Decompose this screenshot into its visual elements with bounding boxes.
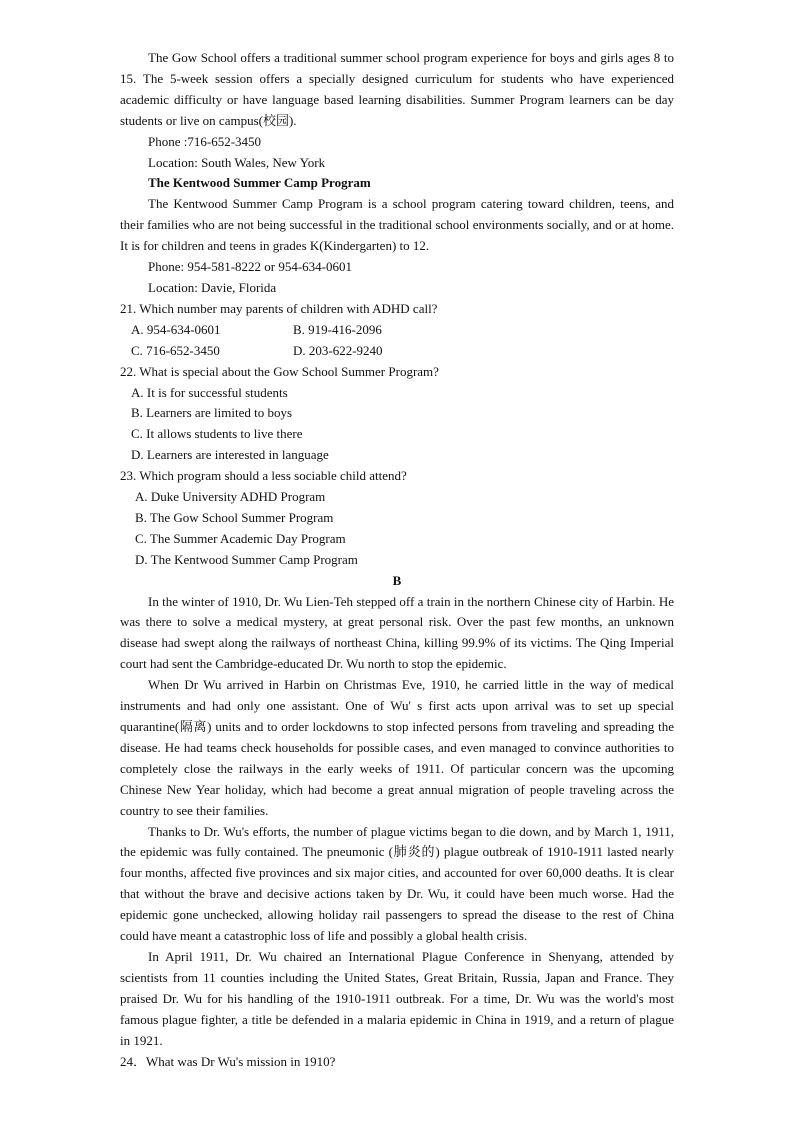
question-21-options-row-2 [120,341,674,362]
question-22-option-d: D. Learners are interested in language [131,447,329,463]
question-23-option-b: B. The Gow School Summer Program [135,509,334,525]
kentwood-intro: The Kentwood Summer Camp Program is a school program catering toward children, teens, and their families who are not being successful in the traditional school environments socially, and or at home. It is for children and teens in grades K(Kindergarten) to 12. [120,196,674,254]
question-24-stem: 24．What was Dr Wu's mission in 1910? [120,1053,336,1069]
page-content [120,48,674,1072]
question-23-option-a: A. Duke University ADHD Program [135,489,326,505]
gow-school-intro: The Gow School offers a traditional summer school program experience for boys and girls ages 8 to 15. The 5-week session offers a specially designed curriculum for students who have experienced academic difficulty or have language based learning disabilities. Summer Program learners can be day students or live on campus(校园). [120,50,674,128]
section-b-paragraph-1: In the winter of 1910, Dr. Wu Lien-Teh stepped off a train in the northern Chinese city of Harbin. He was there to solve a medical mystery, at great personal risk. Over the past few months, an unknown disease had swept along the railways of northeast China, killing 99.9% of its victims. The Qing Imperial court had sent the Cambridge-educated Dr. Wu north to stop the epidemic. [120,593,674,672]
question-21-option-c: C. 716-652-3450 [131,342,220,358]
question-23-option-d: D. The Kentwood Summer Camp Program [135,551,358,567]
question-23-option-c: C. The Summer Academic Day Program [135,530,346,546]
question-21-options-row-1 [120,320,674,341]
gow-school-location: Location: South Wales, New York [148,154,326,170]
kentwood-location: Location: Davie, Florida [148,279,277,295]
kentwood-heading: The Kentwood Summer Camp Program [148,175,371,191]
gow-school-phone: Phone :716-652-3450 [148,133,262,149]
question-21-option-d: D. 203-622-9240 [293,342,383,358]
section-b-label: B [392,572,402,588]
question-23-stem: 23. Which program should a less sociable child attend? [120,468,407,484]
question-21-stem: 21. Which number may parents of children with ADHD call? [120,300,438,316]
question-22-option-a: A. It is for successful students [131,384,288,400]
section-b-paragraph-2: When Dr Wu arrived in Harbin on Christmas Eve, 1910, he carried little in the way of medical instruments and had only one assistant. One of Wu' s first acts upon arrival was to set up special quarantine(隔离) units and to order lockdowns to stop infected persons from traveling and spreading the disease. He had teams check households for possible cases, and even managed to convince authorities to completely close the railways in the early weeks of 1911. Of particular concern was the upcoming Chinese New Year holiday, which had become a great annual migration of people traveling across the country to see their families. [120,677,674,818]
question-22-option-c: C. It allows students to live there [131,426,303,442]
question-21-option-b: B. 919-416-2096 [293,321,382,337]
question-21-option-a: A. 954-634-0601 [131,321,221,337]
question-22-stem: 22. What is special about the Gow School Summer Program? [120,363,439,379]
section-b-paragraph-4: In April 1911, Dr. Wu chaired an International Plague Conference in Shenyang, attended by scientists from 11 counties including the United States, Great Britain, Russia, Japan and France. They praised Dr. Wu for his handling of the 1910-1911 outbreak. For a time, Dr. Wu was the world's most famous plague fighter, a title be defended in a malaria epidemic in China in 1919, and a return of plague in 1921. [120,948,674,1048]
kentwood-phone: Phone: 954-581-8222 or 954-634-0601 [148,259,353,275]
section-b-paragraph-3: Thanks to Dr. Wu's efforts, the number of plague victims began to die down, and by March 1, 1911, the epidemic was fully contained. The pneumonic (肺炎的) plague outbreak of 1910-1911 lasted nearly four months, affected five provinces and six major cities, and accounted for over 60,000 deaths. It is clear that without the brave and decisive actions taken by Dr. Wu, it could have been much worse. Had the epidemic gone unchecked, allowing holiday rail passengers to spread the disease to the rest of China could have meant a catastrophic loss of life and possibly a global health crisis. [120,823,674,944]
question-22-option-b: B. Learners are limited to boys [131,405,293,421]
